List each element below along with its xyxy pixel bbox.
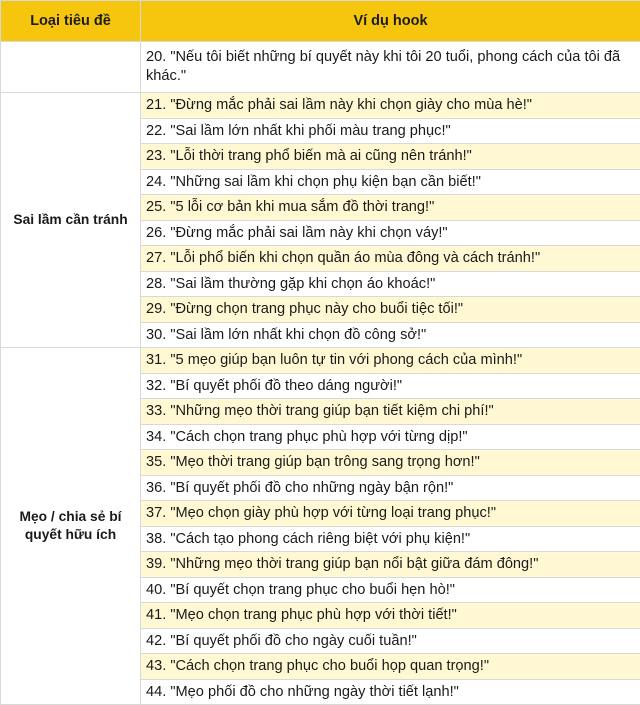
hook-example-cell: 38. "Cách tạo phong cách riêng biệt với phụ kiện!" bbox=[141, 526, 640, 552]
hook-example-cell: 41. "Mẹo chọn trang phục phù hợp với thời tiết!" bbox=[141, 603, 640, 629]
hook-example-cell: 33. "Những mẹo thời trang giúp bạn tiết kiệm chi phí!" bbox=[141, 399, 640, 425]
hook-example-cell: 43. "Cách chọn trang phục cho buổi họp quan trọng!" bbox=[141, 654, 640, 680]
table-row bbox=[1, 93, 640, 119]
hook-example-cell: 39. "Những mẹo thời trang giúp bạn nổi bật giữa đám đông!" bbox=[141, 552, 640, 578]
header-row bbox=[1, 1, 640, 42]
hook-example-cell: 34. "Cách chọn trang phục phù hợp với từng dịp!" bbox=[141, 424, 640, 450]
hook-example-cell: 42. "Bí quyết phối đồ cho ngày cuối tuần!" bbox=[141, 628, 640, 654]
hook-example-cell: 40. "Bí quyết chọn trang phục cho buổi hẹn hò!" bbox=[141, 577, 640, 603]
hook-example-cell: 22. "Sai lầm lớn nhất khi phối màu trang phục!" bbox=[141, 118, 640, 144]
category-cell: Mẹo / chia sẻ bí quyết hữu ích bbox=[1, 348, 141, 705]
header-category: Loại tiêu đề bbox=[1, 1, 141, 42]
hook-example-cell: 31. "5 mẹo giúp bạn luôn tự tin với phong cách của mình!" bbox=[141, 348, 640, 374]
table-body bbox=[1, 42, 640, 705]
table-row bbox=[1, 348, 640, 374]
hook-example-cell: 21. "Đừng mắc phải sai lầm này khi chọn giày cho mùa hè!" bbox=[141, 93, 640, 119]
category-cell: Sai lầm cần tránh bbox=[1, 93, 141, 348]
hook-example-cell: 27. "Lỗi phổ biến khi chọn quần áo mùa đông và cách tránh!" bbox=[141, 246, 640, 272]
hook-example-cell: 29. "Đừng chọn trang phục này cho buổi tiệc tối!" bbox=[141, 297, 640, 323]
hook-example-cell: 32. "Bí quyết phối đồ theo dáng người!" bbox=[141, 373, 640, 399]
hook-example-cell: 44. "Mẹo phối đồ cho những ngày thời tiết lạnh!" bbox=[141, 679, 640, 705]
table-row bbox=[1, 42, 640, 93]
hook-example-cell: 35. "Mẹo thời trang giúp bạn trông sang trọng hơn!" bbox=[141, 450, 640, 476]
header-example: Ví dụ hook bbox=[141, 1, 640, 42]
hook-example-cell: 30. "Sai lầm lớn nhất khi chọn đồ công sở!" bbox=[141, 322, 640, 348]
hook-example-cell: 23. "Lỗi thời trang phổ biến mà ai cũng nên tránh!" bbox=[141, 144, 640, 170]
hook-example-cell: 26. "Đừng mắc phải sai lầm này khi chọn váy!" bbox=[141, 220, 640, 246]
hook-example-cell: 36. "Bí quyết phối đồ cho những ngày bận rộn!" bbox=[141, 475, 640, 501]
hook-example-cell: 25. "5 lỗi cơ bản khi mua sắm đồ thời trang!" bbox=[141, 195, 640, 221]
hook-example-cell: 28. "Sai lầm thường gặp khi chọn áo khoác!" bbox=[141, 271, 640, 297]
category-cell bbox=[1, 42, 141, 93]
hook-example-cell: 37. "Mẹo chọn giày phù hợp với từng loại trang phục!" bbox=[141, 501, 640, 527]
hook-example-cell: 20. "Nếu tôi biết những bí quyết này khi tôi 20 tuổi, phong cách của tôi đã khác." bbox=[141, 42, 640, 93]
hook-example-cell: 24. "Những sai lầm khi chọn phụ kiện bạn cần biết!" bbox=[141, 169, 640, 195]
